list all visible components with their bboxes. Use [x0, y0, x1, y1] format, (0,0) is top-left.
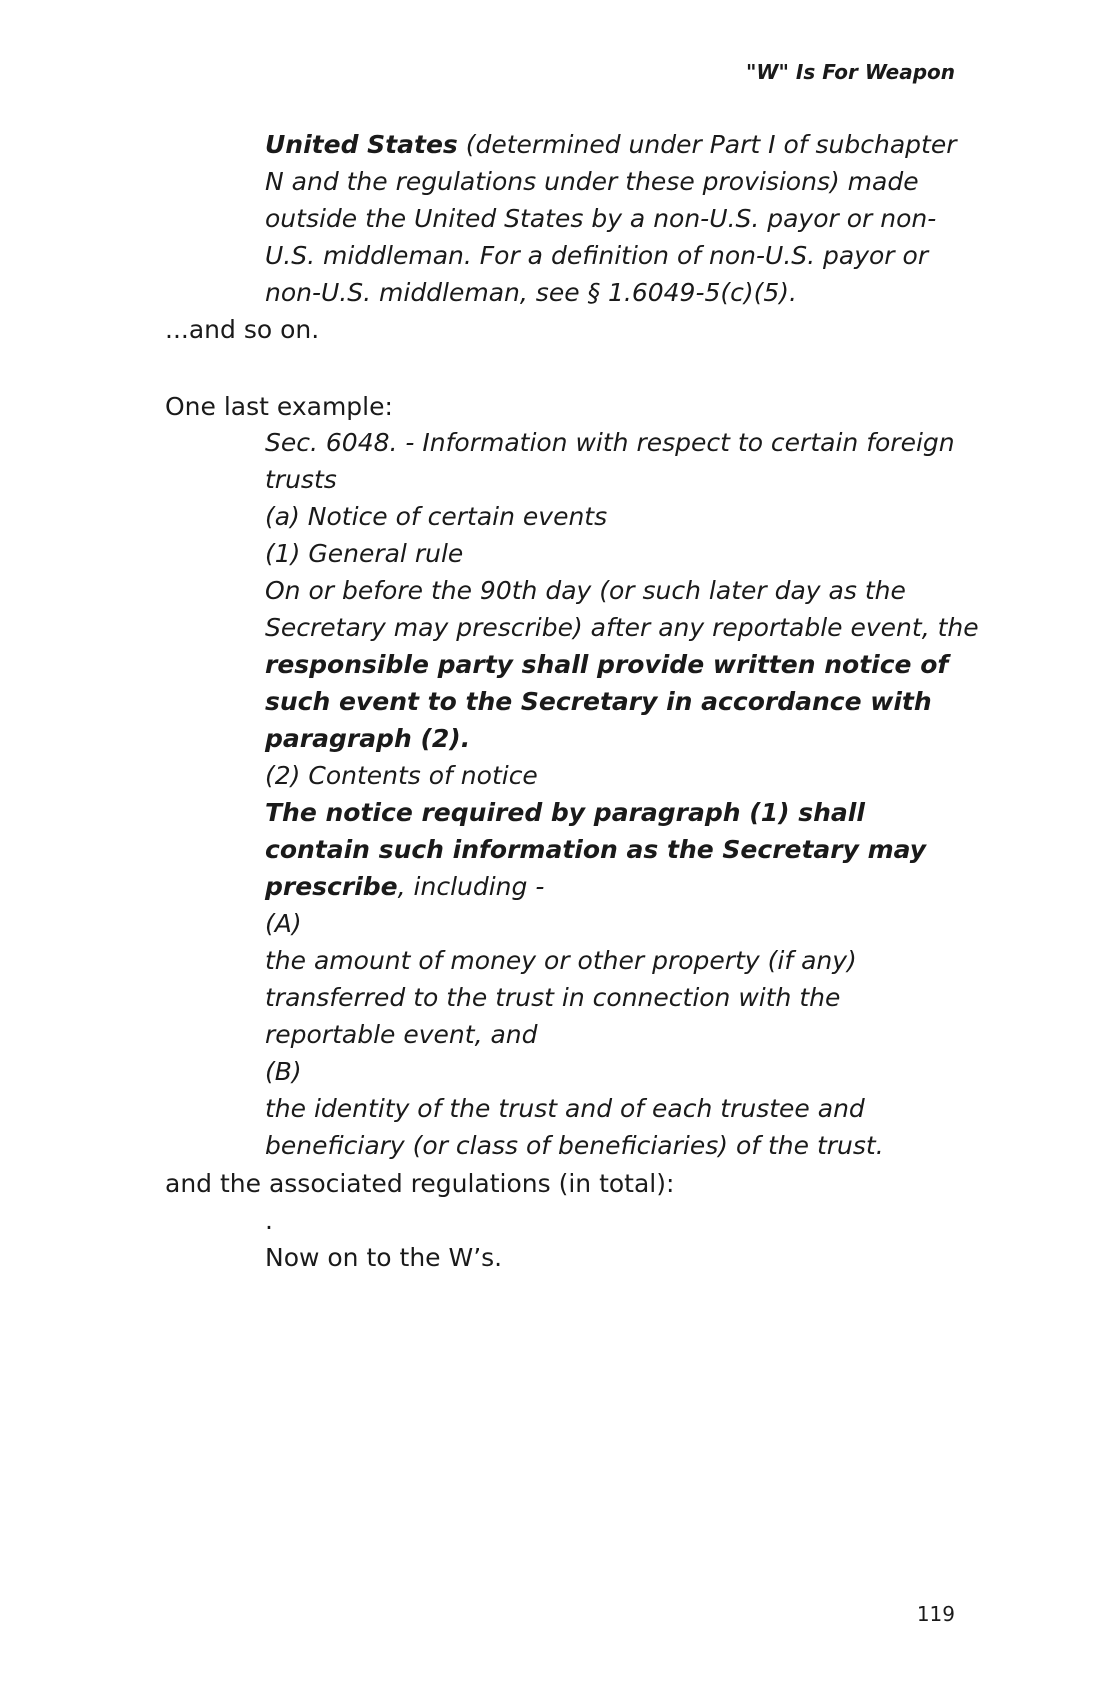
body-text: ...and so on.: [165, 315, 320, 344]
emphasis-line: paragraph (2).: [265, 724, 471, 753]
emphasis-line: responsible party shall provide written notice of: [265, 650, 949, 679]
quote-line: transferred to the trust in connection with the: [265, 983, 841, 1012]
body-text: One last example:: [165, 392, 393, 421]
emphasis-line: The notice required by paragraph (1) shall: [265, 798, 865, 827]
statute-heading: Sec. 6048. - Information with respect to certain foreign: [265, 428, 955, 457]
body-text: and the associated regulations (in total):: [165, 1169, 675, 1198]
bold-term: United States: [265, 130, 458, 159]
statute-heading: trusts: [265, 465, 337, 494]
quote-line: the amount of money or other property (if any): [265, 946, 857, 975]
emphasis-line: such event to the Secretary in accordance with: [265, 687, 932, 716]
body-text: Now on to the W’s.: [265, 1243, 503, 1272]
quote-line: Secretary may prescribe) after any reportable event, the: [265, 613, 979, 642]
quote-text: , including -: [397, 872, 545, 901]
quote-line: [265, 130, 956, 159]
quote-line: beneficiary (or class of beneficiaries) of the trust.: [265, 1131, 884, 1160]
running-head: "W" Is For Weapon: [746, 60, 955, 84]
quote-line: N and the regulations under these provisions) made: [265, 167, 919, 196]
emphasis-line: contain such information as the Secretary may: [265, 835, 927, 864]
quote-line: [265, 872, 544, 901]
list-marker: (B): [265, 1057, 302, 1086]
statute-subheading: (1) General rule: [265, 539, 464, 568]
quote-line: U.S. middleman. For a definition of non-U.S. payor or: [265, 241, 929, 270]
list-marker: (A): [265, 909, 302, 938]
quote-text: (determined under Part I of subchapter: [457, 130, 957, 159]
quote-line: On or before the 90th day (or such later day as the: [265, 576, 906, 605]
quote-line: reportable event, and: [265, 1020, 538, 1049]
bold-term: prescribe: [265, 872, 398, 901]
quote-line: non-U.S. middleman, see § 1.6049-5(c)(5).: [265, 278, 797, 307]
statute-subheading: (a) Notice of certain events: [265, 502, 608, 531]
quote-line: outside the United States by a non-U.S. payor or non-: [265, 204, 937, 233]
body-text: .: [265, 1206, 273, 1235]
statute-subheading: (2) Contents of notice: [265, 761, 538, 790]
quote-line: the identity of the trust and of each trustee and: [265, 1094, 865, 1123]
page-number: 119: [916, 1602, 955, 1626]
